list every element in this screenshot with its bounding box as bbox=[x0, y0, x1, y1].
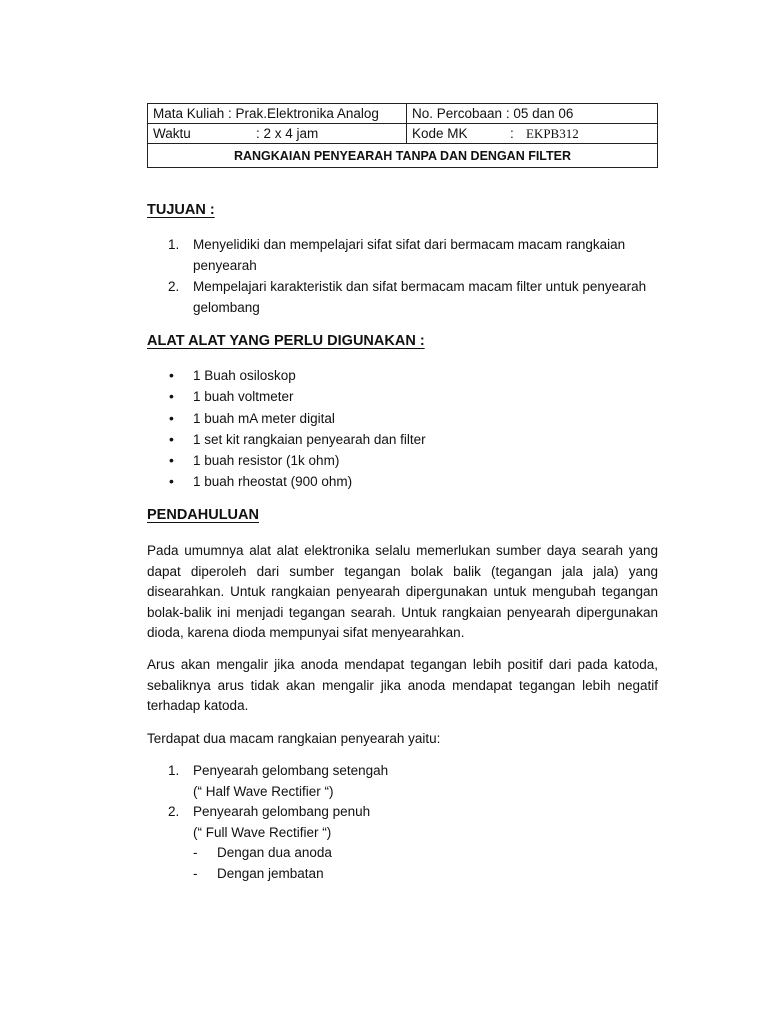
dash-marker: - bbox=[193, 865, 198, 881]
list-item bbox=[147, 408, 658, 429]
list-item bbox=[147, 471, 658, 492]
dash-marker: - bbox=[193, 845, 198, 860]
rectifier-types-list bbox=[147, 761, 658, 884]
item-number: 1. bbox=[168, 237, 180, 252]
item-text: 1 buah resistor (1k ohm) bbox=[193, 453, 340, 469]
full-wave-variants bbox=[193, 843, 658, 884]
list-item bbox=[147, 761, 658, 802]
list-item bbox=[147, 429, 658, 450]
list-item bbox=[193, 864, 658, 885]
list-item bbox=[147, 386, 658, 407]
item-text: 1 set kit rangkaian penyearah dan filter bbox=[193, 431, 426, 447]
bullet-icon: • bbox=[169, 473, 174, 490]
item-text: 1 buah rheostat (900 ohm) bbox=[193, 474, 353, 490]
alat-list bbox=[147, 365, 658, 493]
document-title: RANGKAIAN PENYEARAH TANPA DAN DENGAN FILTER bbox=[233, 148, 572, 163]
list-item bbox=[147, 276, 658, 318]
bullet-icon: • bbox=[169, 388, 174, 405]
pendahuluan-heading: PENDAHULUAN bbox=[147, 507, 259, 523]
alat-heading: ALAT ALAT YANG PERLU DIGUNAKAN : bbox=[147, 333, 425, 349]
code-label: Kode MK bbox=[412, 126, 468, 141]
paragraph-2: Arus akan mengalir jika anoda mendapat tegangan lebih positif dari pada katoda, sebaliknya arus tidak akan mengalir jika anoda mendapat tegangan lebih negatif terhadap katoda. bbox=[147, 657, 658, 713]
experiment-value: : 05 dan 06 bbox=[505, 106, 574, 121]
bullet-icon: • bbox=[169, 409, 174, 426]
paragraph-3: Terdapat dua macam rangkaian penyearah yaitu: bbox=[147, 731, 441, 746]
item-text: 1 buah voltmeter bbox=[193, 389, 294, 405]
list-item bbox=[147, 365, 658, 386]
item-subtext: (“ Half Wave Rectifier “) bbox=[193, 783, 334, 799]
item-text: Penyearah gelombang setengah bbox=[193, 763, 389, 778]
list-item bbox=[193, 843, 658, 864]
item-text: Dengan dua anoda bbox=[217, 845, 332, 860]
header-row-2 bbox=[148, 124, 657, 144]
time-label: Waktu bbox=[153, 126, 191, 141]
list-item bbox=[147, 450, 658, 471]
item-text: Mempelajari karakteristik dan sifat bermacam macam filter untuk penyearah gelombang bbox=[193, 279, 647, 315]
item-number: 1. bbox=[168, 763, 180, 778]
bullet-icon: • bbox=[169, 367, 174, 383]
item-text: 1 Buah osiloskop bbox=[193, 368, 296, 383]
item-text: 1 buah mA meter digital bbox=[193, 410, 335, 426]
bullet-icon: • bbox=[169, 430, 174, 447]
header-row-3 bbox=[148, 144, 657, 167]
list-item bbox=[147, 234, 658, 276]
time-cell bbox=[148, 124, 407, 143]
code-sep: : bbox=[510, 126, 514, 141]
bullet-icon: • bbox=[169, 452, 174, 469]
header-table bbox=[147, 103, 658, 168]
tujuan-heading: TUJUAN : bbox=[147, 202, 215, 218]
experiment-cell bbox=[407, 104, 657, 123]
time-value: : 2 x 4 jam bbox=[256, 126, 319, 141]
item-text: Penyearah gelombang penuh bbox=[193, 804, 371, 819]
course-cell: Mata Kuliah : Prak.Elektronika Analog bbox=[148, 104, 407, 123]
paragraph-1: Pada umumnya alat alat elektronika selalu memerlukan sumber daya searah yang dapat diperoleh dari sumber tegangan bolak balik (tegangan jala jala) yang disearahkan. Untuk rangkaian penyearah dipergunakan untuk mengubah tegangan bolak-balik ini menjadi tegangan searah. Untuk rangkaian penyearah dipergunakan dioda, karena dioda mempunyai sifat menyearahkan. bbox=[147, 543, 658, 640]
code-cell bbox=[407, 124, 657, 143]
item-number: 2. bbox=[168, 279, 180, 294]
item-subtext: (“ Full Wave Rectifier “) bbox=[193, 824, 332, 840]
item-text: Dengan jembatan bbox=[217, 865, 324, 881]
tujuan-list bbox=[147, 234, 658, 318]
experiment-label: No. Percobaan bbox=[412, 106, 503, 121]
header-row-1 bbox=[148, 104, 657, 124]
item-text: Menyelidiki dan mempelajari sifat sifat dari bermacam macam rangkaian penyearah bbox=[193, 237, 626, 273]
item-number: 2. bbox=[168, 804, 180, 819]
code-value: EKPB312 bbox=[526, 126, 579, 141]
list-item bbox=[147, 802, 658, 884]
